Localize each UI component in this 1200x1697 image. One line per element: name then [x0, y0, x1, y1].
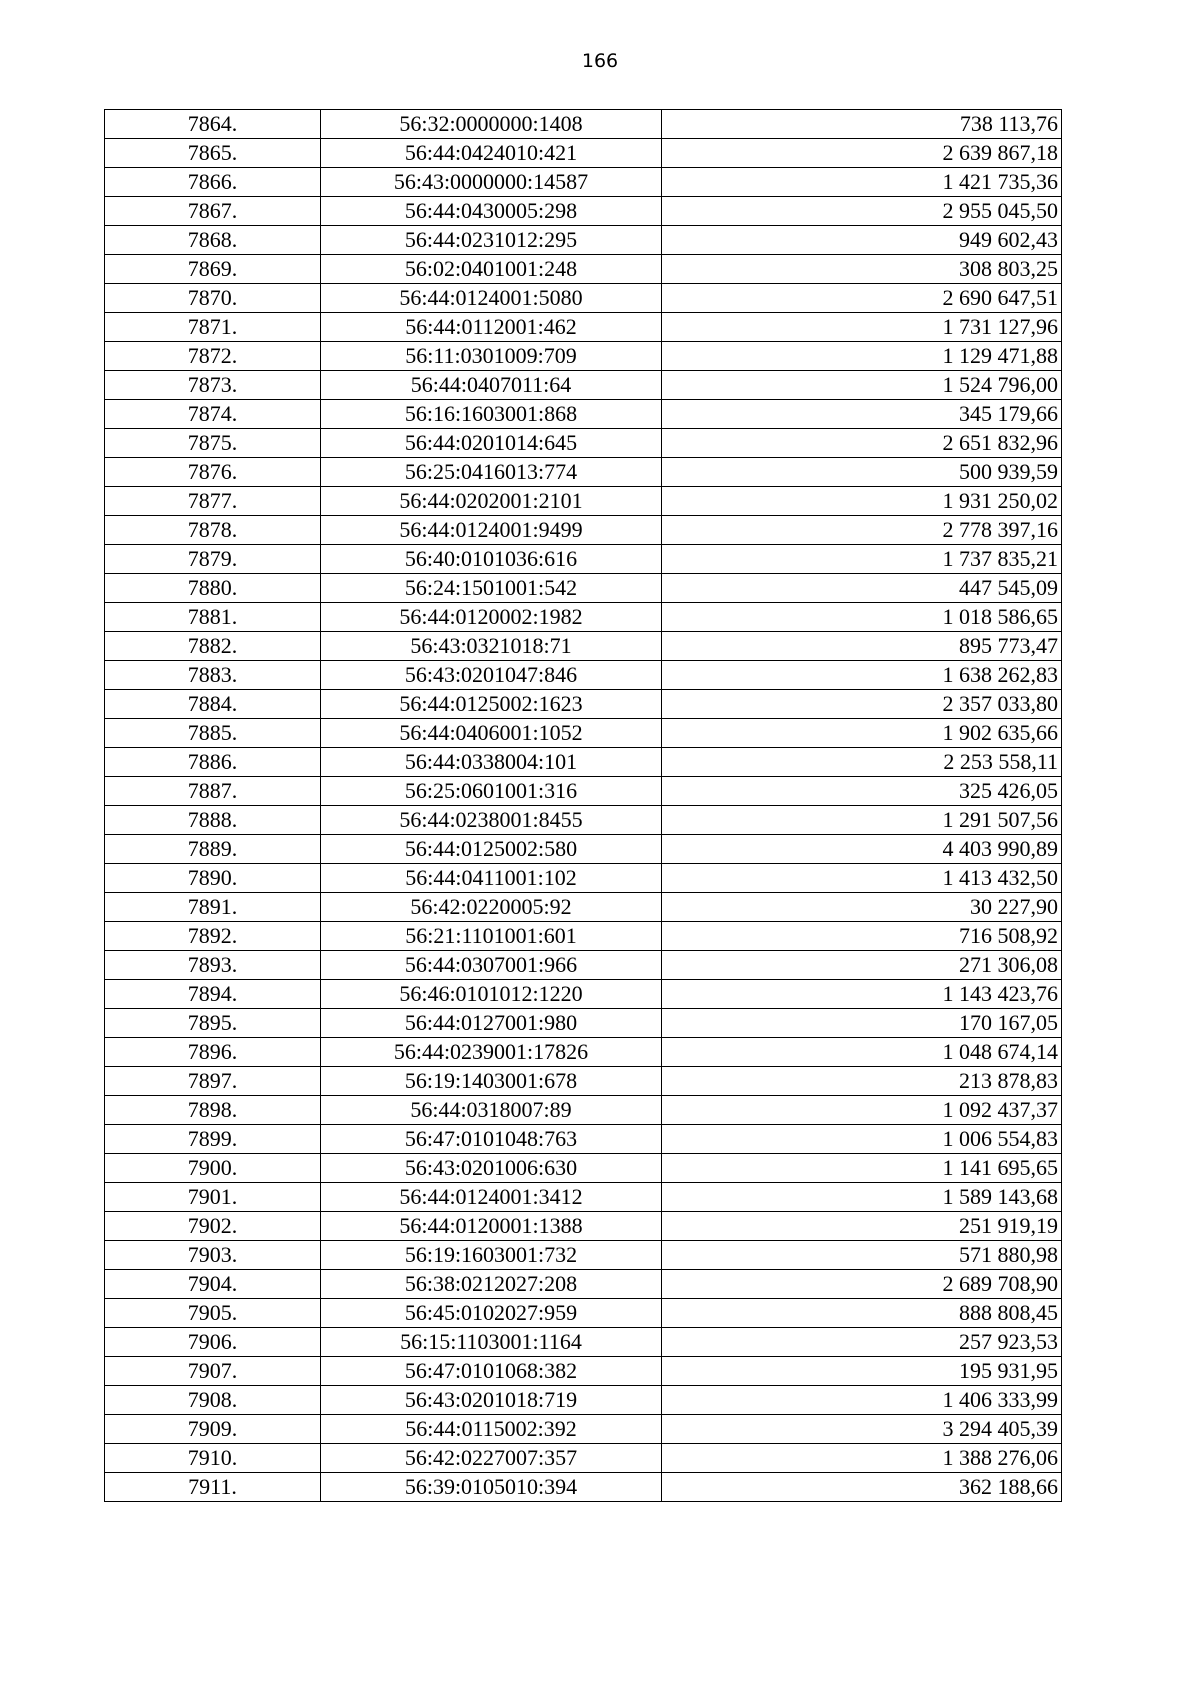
row-number-cell: 7865.	[105, 139, 321, 168]
cadastral-value-cell: 30 227,90	[662, 893, 1062, 922]
cadastral-number-cell: 56:42:0227007:357	[321, 1444, 662, 1473]
table-row	[105, 284, 1062, 313]
row-number-cell: 7867.	[105, 197, 321, 226]
row-number-cell: 7909.	[105, 1415, 321, 1444]
row-number-cell: 7897.	[105, 1067, 321, 1096]
cadastral-number-cell: 56:44:0124001:3412	[321, 1183, 662, 1212]
cadastral-value-cell: 1 141 695,65	[662, 1154, 1062, 1183]
table-row	[105, 342, 1062, 371]
table-row	[105, 603, 1062, 632]
table-row	[105, 516, 1062, 545]
table-row	[105, 400, 1062, 429]
table-row	[105, 748, 1062, 777]
row-number-cell: 7906.	[105, 1328, 321, 1357]
cadastral-value-cell: 738 113,76	[662, 110, 1062, 139]
table-row	[105, 371, 1062, 400]
cadastral-number-cell: 56:44:0124001:9499	[321, 516, 662, 545]
table-row	[105, 1357, 1062, 1386]
table-row	[105, 226, 1062, 255]
row-number-cell: 7896.	[105, 1038, 321, 1067]
row-number-cell: 7884.	[105, 690, 321, 719]
cadastral-value-cell: 1 406 333,99	[662, 1386, 1062, 1415]
cadastral-value-cell: 1 291 507,56	[662, 806, 1062, 835]
cadastral-number-cell: 56:40:0101036:616	[321, 545, 662, 574]
row-number-cell: 7894.	[105, 980, 321, 1009]
row-number-cell: 7908.	[105, 1386, 321, 1415]
row-number-cell: 7881.	[105, 603, 321, 632]
cadastral-value-cell: 2 689 708,90	[662, 1270, 1062, 1299]
table-row	[105, 777, 1062, 806]
table-row	[105, 1473, 1062, 1502]
cadastral-number-cell: 56:47:0101048:763	[321, 1125, 662, 1154]
cadastral-number-cell: 56:44:0239001:17826	[321, 1038, 662, 1067]
row-number-cell: 7903.	[105, 1241, 321, 1270]
row-number-cell: 7898.	[105, 1096, 321, 1125]
cadastral-value-cell: 949 602,43	[662, 226, 1062, 255]
row-number-cell: 7901.	[105, 1183, 321, 1212]
table-row	[105, 1270, 1062, 1299]
cadastral-value-cell: 2 955 045,50	[662, 197, 1062, 226]
cadastral-number-cell: 56:43:0321018:71	[321, 632, 662, 661]
cadastral-value-cell: 251 919,19	[662, 1212, 1062, 1241]
cadastral-value-cell: 308 803,25	[662, 255, 1062, 284]
cadastral-number-cell: 56:21:1101001:601	[321, 922, 662, 951]
cadastral-value-cell: 170 167,05	[662, 1009, 1062, 1038]
cadastral-value-cell: 1 092 437,37	[662, 1096, 1062, 1125]
table-row	[105, 1212, 1062, 1241]
table-row	[105, 951, 1062, 980]
row-number-cell: 7877.	[105, 487, 321, 516]
row-number-cell: 7874.	[105, 400, 321, 429]
row-number-cell: 7864.	[105, 110, 321, 139]
cadastral-value-cell: 1 421 735,36	[662, 168, 1062, 197]
table-row	[105, 980, 1062, 1009]
cadastral-value-cell: 1 638 262,83	[662, 661, 1062, 690]
row-number-cell: 7885.	[105, 719, 321, 748]
cadastral-number-cell: 56:43:0000000:14587	[321, 168, 662, 197]
row-number-cell: 7890.	[105, 864, 321, 893]
cadastral-number-cell: 56:44:0120001:1388	[321, 1212, 662, 1241]
row-number-cell: 7893.	[105, 951, 321, 980]
row-number-cell: 7886.	[105, 748, 321, 777]
cadastral-value-cell: 1 006 554,83	[662, 1125, 1062, 1154]
table-row	[105, 1328, 1062, 1357]
cadastral-value-cell: 2 253 558,11	[662, 748, 1062, 777]
row-number-cell: 7883.	[105, 661, 321, 690]
cadastral-number-cell: 56:44:0424010:421	[321, 139, 662, 168]
row-number-cell: 7888.	[105, 806, 321, 835]
cadastral-number-cell: 56:43:0201018:719	[321, 1386, 662, 1415]
cadastral-number-cell: 56:44:0406001:1052	[321, 719, 662, 748]
table-row	[105, 690, 1062, 719]
cadastral-value-cell: 345 179,66	[662, 400, 1062, 429]
row-number-cell: 7900.	[105, 1154, 321, 1183]
cadastral-number-cell: 56:44:0407011:64	[321, 371, 662, 400]
row-number-cell: 7871.	[105, 313, 321, 342]
cadastral-number-cell: 56:44:0112001:462	[321, 313, 662, 342]
cadastral-value-cell: 195 931,95	[662, 1357, 1062, 1386]
cadastral-value-cell: 257 923,53	[662, 1328, 1062, 1357]
row-number-cell: 7889.	[105, 835, 321, 864]
cadastral-value-cell: 1 524 796,00	[662, 371, 1062, 400]
cadastral-number-cell: 56:11:0301009:709	[321, 342, 662, 371]
cadastral-value-cell: 2 690 647,51	[662, 284, 1062, 313]
cadastral-value-cell: 4 403 990,89	[662, 835, 1062, 864]
row-number-cell: 7873.	[105, 371, 321, 400]
table-row	[105, 719, 1062, 748]
cadastral-number-cell: 56:16:1603001:868	[321, 400, 662, 429]
row-number-cell: 7878.	[105, 516, 321, 545]
table-row	[105, 1386, 1062, 1415]
row-number-cell: 7911.	[105, 1473, 321, 1502]
row-number-cell: 7870.	[105, 284, 321, 313]
cadastral-value-cell: 2 357 033,80	[662, 690, 1062, 719]
cadastral-number-cell: 56:42:0220005:92	[321, 893, 662, 922]
cadastral-number-cell: 56:44:0430005:298	[321, 197, 662, 226]
table-row	[105, 835, 1062, 864]
table-row	[105, 1096, 1062, 1125]
cadastral-number-cell: 56:44:0318007:89	[321, 1096, 662, 1125]
cadastral-number-cell: 56:45:0102027:959	[321, 1299, 662, 1328]
table-row	[105, 1415, 1062, 1444]
table-row	[105, 661, 1062, 690]
cadastral-number-cell: 56:44:0127001:980	[321, 1009, 662, 1038]
table-row	[105, 1125, 1062, 1154]
cadastral-number-cell: 56:44:0201014:645	[321, 429, 662, 458]
cadastral-number-cell: 56:44:0125002:580	[321, 835, 662, 864]
table-row	[105, 1241, 1062, 1270]
table-row	[105, 632, 1062, 661]
cadastral-value-cell: 1 902 635,66	[662, 719, 1062, 748]
row-number-cell: 7875.	[105, 429, 321, 458]
cadastral-value-cell: 362 188,66	[662, 1473, 1062, 1502]
cadastral-number-cell: 56:24:1501001:542	[321, 574, 662, 603]
cadastral-number-cell: 56:44:0202001:2101	[321, 487, 662, 516]
table-row	[105, 487, 1062, 516]
cadastral-number-cell: 56:39:0105010:394	[321, 1473, 662, 1502]
row-number-cell: 7904.	[105, 1270, 321, 1299]
row-number-cell: 7872.	[105, 342, 321, 371]
cadastral-value-cell: 895 773,47	[662, 632, 1062, 661]
table-row	[105, 458, 1062, 487]
cadastral-number-cell: 56:44:0411001:102	[321, 864, 662, 893]
cadastral-number-cell: 56:25:0416013:774	[321, 458, 662, 487]
table-row	[105, 864, 1062, 893]
table-row	[105, 922, 1062, 951]
row-number-cell: 7882.	[105, 632, 321, 661]
cadastral-value-cell: 271 306,08	[662, 951, 1062, 980]
table-row	[105, 806, 1062, 835]
table-row	[105, 168, 1062, 197]
cadastral-value-cell: 888 808,45	[662, 1299, 1062, 1328]
cadastral-value-cell: 1 589 143,68	[662, 1183, 1062, 1212]
cadastral-value-cell: 1 413 432,50	[662, 864, 1062, 893]
cadastral-number-cell: 56:47:0101068:382	[321, 1357, 662, 1386]
row-number-cell: 7910.	[105, 1444, 321, 1473]
table-row	[105, 1038, 1062, 1067]
cadastral-value-cell: 571 880,98	[662, 1241, 1062, 1270]
table-row	[105, 255, 1062, 284]
row-number-cell: 7907.	[105, 1357, 321, 1386]
row-number-cell: 7892.	[105, 922, 321, 951]
table-row	[105, 110, 1062, 139]
row-number-cell: 7869.	[105, 255, 321, 284]
cadastral-value-cell: 716 508,92	[662, 922, 1062, 951]
cadastral-number-cell: 56:44:0231012:295	[321, 226, 662, 255]
cadastral-number-cell: 56:43:0201047:846	[321, 661, 662, 690]
cadastral-number-cell: 56:43:0201006:630	[321, 1154, 662, 1183]
cadastral-number-cell: 56:44:0238001:8455	[321, 806, 662, 835]
row-number-cell: 7891.	[105, 893, 321, 922]
page-number: 166	[581, 50, 619, 72]
cadastral-number-cell: 56:44:0307001:966	[321, 951, 662, 980]
row-number-cell: 7868.	[105, 226, 321, 255]
table-row	[105, 1299, 1062, 1328]
cadastral-number-cell: 56:32:0000000:1408	[321, 110, 662, 139]
cadastral-value-table	[104, 109, 1062, 1502]
table-row	[105, 1154, 1062, 1183]
cadastral-value-cell: 1 931 250,02	[662, 487, 1062, 516]
table-row	[105, 545, 1062, 574]
cadastral-value-cell: 2 778 397,16	[662, 516, 1062, 545]
row-number-cell: 7880.	[105, 574, 321, 603]
cadastral-number-cell: 56:19:1403001:678	[321, 1067, 662, 1096]
cadastral-number-cell: 56:19:1603001:732	[321, 1241, 662, 1270]
cadastral-value-cell: 325 426,05	[662, 777, 1062, 806]
cadastral-value-cell: 1 018 586,65	[662, 603, 1062, 632]
row-number-cell: 7895.	[105, 1009, 321, 1038]
row-number-cell: 7879.	[105, 545, 321, 574]
table-row	[105, 893, 1062, 922]
cadastral-number-cell: 56:46:0101012:1220	[321, 980, 662, 1009]
cadastral-value-cell: 447 545,09	[662, 574, 1062, 603]
cadastral-value-cell: 213 878,83	[662, 1067, 1062, 1096]
table-row	[105, 1009, 1062, 1038]
cadastral-value-cell: 2 651 832,96	[662, 429, 1062, 458]
cadastral-value-cell: 1 388 276,06	[662, 1444, 1062, 1473]
table-row	[105, 1067, 1062, 1096]
cadastral-value-cell: 2 639 867,18	[662, 139, 1062, 168]
row-number-cell: 7902.	[105, 1212, 321, 1241]
cadastral-number-cell: 56:44:0120002:1982	[321, 603, 662, 632]
row-number-cell: 7887.	[105, 777, 321, 806]
table-row	[105, 429, 1062, 458]
table-row	[105, 1183, 1062, 1212]
cadastral-value-cell: 500 939,59	[662, 458, 1062, 487]
cadastral-value-cell: 1 737 835,21	[662, 545, 1062, 574]
table-body	[105, 110, 1062, 1502]
table-row	[105, 197, 1062, 226]
table-row	[105, 313, 1062, 342]
cadastral-number-cell: 56:38:0212027:208	[321, 1270, 662, 1299]
cadastral-number-cell: 56:02:0401001:248	[321, 255, 662, 284]
cadastral-value-cell: 1 129 471,88	[662, 342, 1062, 371]
cadastral-number-cell: 56:25:0601001:316	[321, 777, 662, 806]
cadastral-value-cell: 1 048 674,14	[662, 1038, 1062, 1067]
row-number-cell: 7899.	[105, 1125, 321, 1154]
table-row	[105, 574, 1062, 603]
cadastral-number-cell: 56:44:0124001:5080	[321, 284, 662, 313]
row-number-cell: 7905.	[105, 1299, 321, 1328]
row-number-cell: 7866.	[105, 168, 321, 197]
cadastral-number-cell: 56:44:0338004:101	[321, 748, 662, 777]
row-number-cell: 7876.	[105, 458, 321, 487]
cadastral-number-cell: 56:44:0125002:1623	[321, 690, 662, 719]
cadastral-number-cell: 56:44:0115002:392	[321, 1415, 662, 1444]
cadastral-value-cell: 3 294 405,39	[662, 1415, 1062, 1444]
cadastral-value-cell: 1 731 127,96	[662, 313, 1062, 342]
table-row	[105, 139, 1062, 168]
cadastral-number-cell: 56:15:1103001:1164	[321, 1328, 662, 1357]
cadastral-value-cell: 1 143 423,76	[662, 980, 1062, 1009]
table-row	[105, 1444, 1062, 1473]
